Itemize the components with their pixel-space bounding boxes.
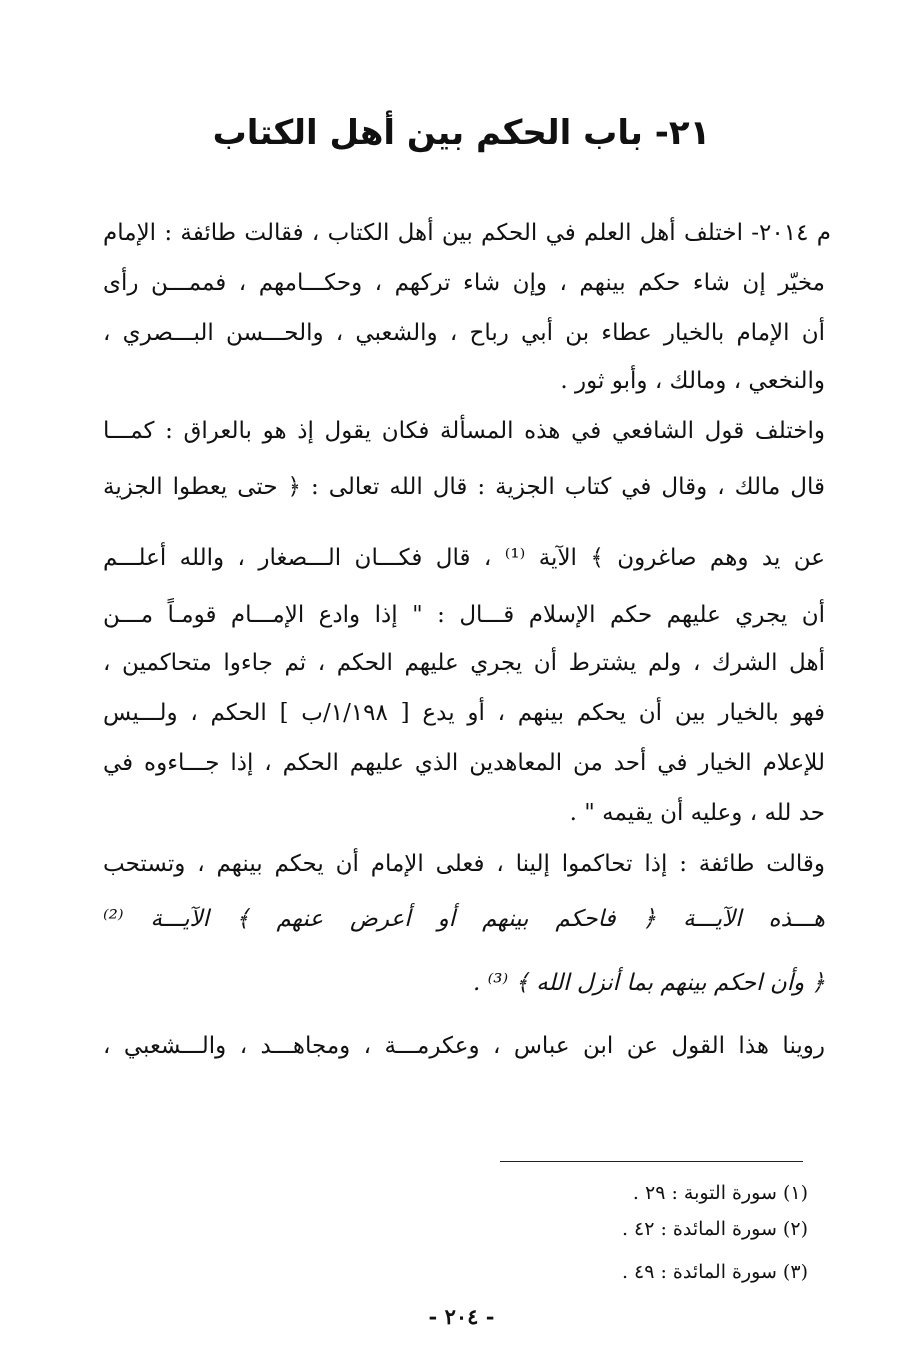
body-line-16: روينا هذا القول عن ابن عباس ، وعكرمـــة ، ومجاهـــد ، والـــشعبي ، <box>103 1033 825 1059</box>
body-line-8: أن يجري عليهم حكم الإسلام قـــال : " إذا وادع الإمـــام قومـاً مـــن <box>103 602 825 628</box>
body-line-2: مخيّر إن شاء حكم بينهم ، وإن شاء تركهم ، وحكـــامهم ، فممـــن رأى <box>103 270 825 296</box>
body-line-5: واختلف قول الشافعي في هذه المسألة فكان يقول إذ هو بالعراق : كمـــا <box>103 418 825 444</box>
body-line-4: والنخعي ، ومالك ، وأبو ثور . <box>560 368 825 394</box>
body-line-15: ﴿ وأن احكم بينهم بما أنزل الله ﴾ ⁽³⁾ . <box>472 970 825 996</box>
footnote-3: (٣) سورة المائدة : ٤٩ . <box>621 1261 808 1283</box>
body-line-12: حد لله ، وعليه أن يقيمه " . <box>569 800 825 826</box>
chapter-title: ٢١- باب الحكم بين أهل الكتاب <box>212 113 711 153</box>
body-line-6: قال مالك ، وقال في كتاب الجزية : قال الله تعالى : ﴿ حتى يعطوا الجزية <box>103 474 825 500</box>
footnote-2: (٢) سورة المائدة : ٤٢ . <box>621 1218 808 1240</box>
page-number: - ٢٠٤ - <box>428 1304 495 1329</box>
footnote-1: (١) سورة التوبة : ٢٩ . <box>632 1182 808 1204</box>
body-line-11: للإعلام الخيار في أحد من المعاهدين الذي عليهم الحكم ، إذا جـــاءوه في <box>103 750 825 776</box>
body-line-9: أهل الشرك ، ولم يشترط أن يجري عليهم الحكم ، ثم جاءوا متحاكمين ، <box>103 650 825 676</box>
body-line-7: عن يد وهم صاغرون ﴾ الآية ⁽¹⁾ ، قال فكـــان الـــصغار ، والله أعلـــم <box>103 545 825 571</box>
body-line-14: هـــذه الآيـــة ﴿ فاحكم بينهم أو أعرض عنهم ﴾ الآيـــة ⁽²⁾ <box>103 906 825 932</box>
body-line-13: وقالت طائفة : إذا تحاكموا إلينا ، فعلى الإمام أن يحكم بينهم ، وتستحب <box>103 851 825 877</box>
body-line-3: أن الإمام بالخيار عطاء بن أبي رباح ، والشعبي ، والحـــسن البـــصري ، <box>103 320 825 346</box>
footnote-divider <box>500 1161 803 1162</box>
body-line-1: م ٢٠١٤- اختلف أهل العلم في الحكم بين أهل الكتاب ، فقالت طائفة : الإمام <box>103 220 831 246</box>
body-line-10: فهو بالخيار بين أن يحكم بينهم ، أو يدع [ ١/١٩٨/ب ] الحكم ، ولـــيس <box>103 700 825 726</box>
